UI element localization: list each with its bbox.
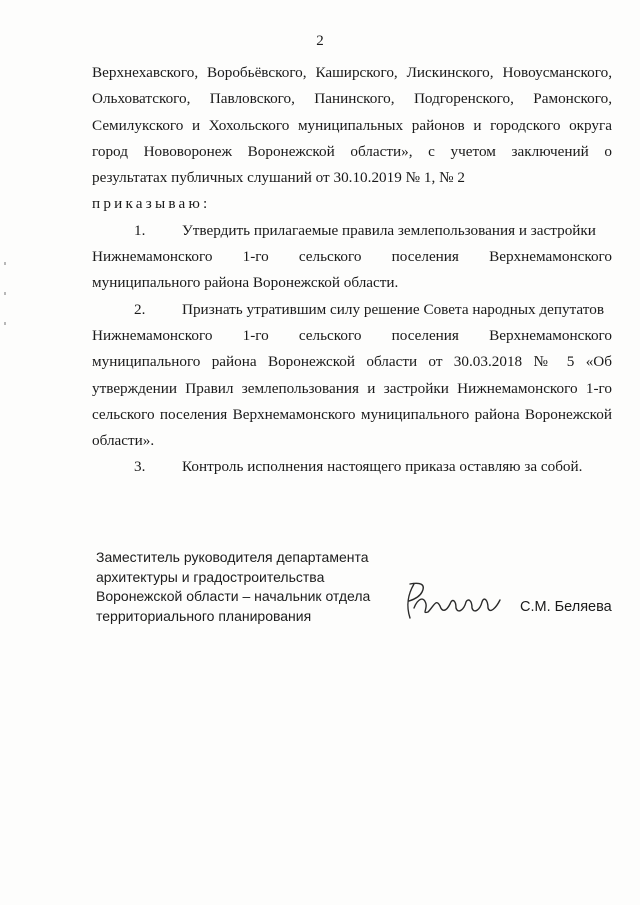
item-number: 2. (134, 300, 146, 318)
item-2-line: утверждении Правил землепользования и застройки Нижнемамонского 1-го (92, 379, 612, 397)
item-2-line: Нижнемамонского 1-го сельского поселения Верхнемамонского (92, 326, 612, 344)
signatory-title-line: архитектуры и градостроительства (96, 568, 325, 585)
item-2-line: муниципального района Воронежской области от 30.03.2018 № 5 «Об (92, 353, 612, 371)
item-3-first-line (92, 454, 612, 480)
intro-line: Ольховатского, Павловского, Панинского, Подгоренского, Рамонского, (92, 90, 612, 108)
item-number: 1. (134, 221, 146, 239)
handwritten-signature (400, 578, 516, 624)
intro-line: город Нововоронеж Воронежской области», с учетом заключений о (92, 142, 612, 160)
item-2-first-line (92, 297, 612, 323)
scan-margin-mark (4, 262, 6, 265)
scan-margin-mark (4, 292, 6, 295)
signatory-title-line: территориального планирования (96, 607, 312, 624)
item-2-line: области». (92, 432, 155, 450)
scan-margin-mark (4, 322, 6, 325)
signatory-title (96, 548, 370, 626)
page-number: 2 (316, 33, 324, 49)
item-1-line: муниципального района Воронежской области. (92, 274, 399, 292)
order-word: приказываю: (92, 195, 211, 213)
item-text: Признать утратившим силу решение Совета народных депутатов (182, 300, 604, 318)
intro-line: Семилукского и Хохольского муниципальных районов и городского округа (92, 116, 612, 134)
item-text: Контроль исполнения настоящего приказа оставляю за собой. (182, 458, 583, 476)
signatory-title-line: Заместитель руководителя департамента (96, 549, 369, 565)
item-number: 3. (134, 458, 146, 476)
item-2-line: сельского поселения Верхнемамонского муниципального района Воронежской (92, 405, 612, 423)
item-text: Утвердить прилагаемые правила землепользования и застройки (182, 221, 596, 239)
item-1-line: Нижнемамонского 1-го сельского поселения Верхнемамонского (92, 248, 612, 266)
signatory-title-line: Воронежской области – начальник отдела (96, 588, 371, 604)
item-1-first-line (92, 218, 612, 244)
signer-name: С.М. Беляева (520, 599, 612, 615)
intro-line: результатах публичных слушаний от 30.10.2019 № 1, № 2 (92, 169, 465, 187)
document-body (92, 60, 612, 481)
intro-line: Верхнехавского, Воробьёвского, Каширского, Лискинского, Новоусманского, (92, 64, 612, 81)
